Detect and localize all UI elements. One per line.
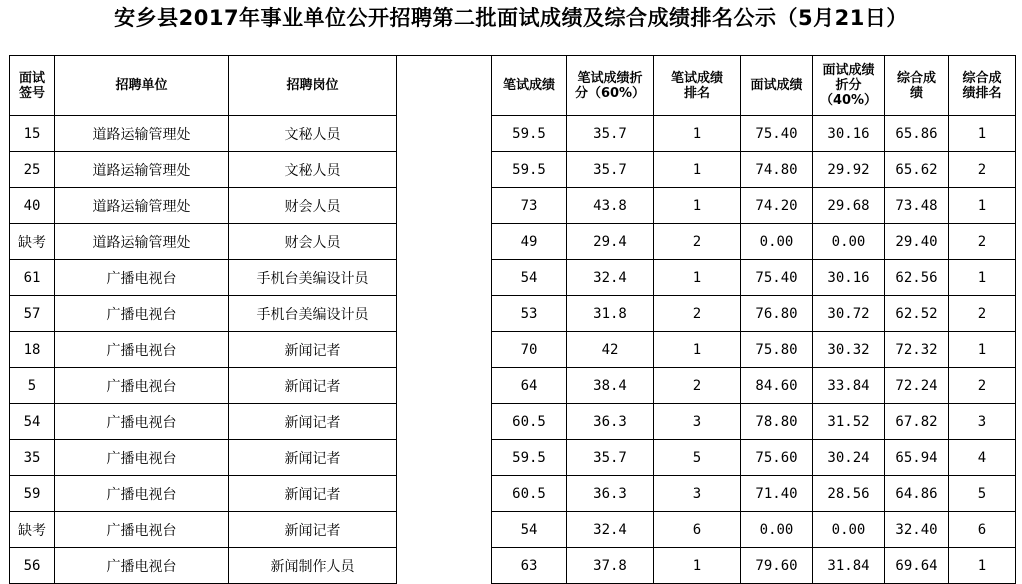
cell-position: 手机台美编设计员 — [229, 260, 397, 296]
cell-total: 65.86 — [885, 116, 949, 152]
cell-interview-conv: 0.00 — [813, 224, 885, 260]
cell-interview: 79.60 — [741, 548, 813, 584]
table-row — [10, 476, 1016, 512]
column-gap — [397, 548, 492, 584]
cell-seat: 缺考 — [10, 512, 55, 548]
cell-seat: 5 — [10, 368, 55, 404]
cell-written: 63 — [492, 548, 567, 584]
cell-total: 62.56 — [885, 260, 949, 296]
cell-seat: 54 — [10, 404, 55, 440]
cell-total: 65.62 — [885, 152, 949, 188]
cell-interview: 0.00 — [741, 224, 813, 260]
cell-seat: 57 — [10, 296, 55, 332]
cell-total: 62.52 — [885, 296, 949, 332]
cell-interview-conv: 31.52 — [813, 404, 885, 440]
cell-interview-conv: 33.84 — [813, 368, 885, 404]
cell-total-rank: 1 — [949, 188, 1016, 224]
cell-written-rank: 1 — [654, 548, 741, 584]
cell-written-conv: 42 — [567, 332, 654, 368]
cell-interview: 84.60 — [741, 368, 813, 404]
table-row — [10, 224, 1016, 260]
cell-written-conv: 36.3 — [567, 404, 654, 440]
cell-written: 59.5 — [492, 116, 567, 152]
cell-written-rank: 3 — [654, 476, 741, 512]
cell-unit: 广播电视台 — [55, 296, 229, 332]
table-row — [10, 440, 1016, 476]
cell-written-conv: 37.8 — [567, 548, 654, 584]
column-gap — [397, 152, 492, 188]
cell-position: 新闻记者 — [229, 440, 397, 476]
cell-position: 新闻记者 — [229, 404, 397, 440]
cell-position: 文秘人员 — [229, 116, 397, 152]
cell-written: 60.5 — [492, 404, 567, 440]
cell-written: 59.5 — [492, 152, 567, 188]
table-row — [10, 296, 1016, 332]
header-interview: 面试成绩 — [741, 56, 813, 116]
cell-total: 64.86 — [885, 476, 949, 512]
table-row — [10, 332, 1016, 368]
cell-total-rank: 1 — [949, 260, 1016, 296]
cell-interview: 0.00 — [741, 512, 813, 548]
cell-position: 新闻记者 — [229, 332, 397, 368]
cell-written-rank: 3 — [654, 404, 741, 440]
column-gap — [397, 56, 492, 116]
cell-unit: 广播电视台 — [55, 368, 229, 404]
header-written: 笔试成绩 — [492, 56, 567, 116]
table-row — [10, 260, 1016, 296]
header-total-rank: 综合成绩排名 — [949, 56, 1016, 116]
cell-written-conv: 32.4 — [567, 260, 654, 296]
cell-interview: 76.80 — [741, 296, 813, 332]
cell-total-rank: 2 — [949, 296, 1016, 332]
cell-total-rank: 1 — [949, 116, 1016, 152]
cell-unit: 广播电视台 — [55, 440, 229, 476]
cell-written-rank: 1 — [654, 116, 741, 152]
cell-unit: 广播电视台 — [55, 548, 229, 584]
cell-written: 59.5 — [492, 440, 567, 476]
cell-total: 72.24 — [885, 368, 949, 404]
cell-unit: 广播电视台 — [55, 476, 229, 512]
cell-unit: 广播电视台 — [55, 260, 229, 296]
cell-interview-conv: 31.84 — [813, 548, 885, 584]
cell-interview: 71.40 — [741, 476, 813, 512]
header-interview-conv: 面试成绩折分（40%） — [813, 56, 885, 116]
cell-interview: 74.20 — [741, 188, 813, 224]
cell-written-rank: 2 — [654, 368, 741, 404]
column-gap — [397, 440, 492, 476]
cell-written-conv: 31.8 — [567, 296, 654, 332]
cell-written-conv: 35.7 — [567, 440, 654, 476]
cell-total-rank: 1 — [949, 332, 1016, 368]
cell-interview: 75.60 — [741, 440, 813, 476]
cell-written-rank: 5 — [654, 440, 741, 476]
cell-total-rank: 6 — [949, 512, 1016, 548]
page-title: 安乡县2017年事业单位公开招聘第二批面试成绩及综合成绩排名公示（5月21日） — [114, 6, 908, 30]
cell-position: 财会人员 — [229, 188, 397, 224]
cell-written: 54 — [492, 512, 567, 548]
header-position: 招聘岗位 — [229, 56, 397, 116]
cell-written-conv: 35.7 — [567, 152, 654, 188]
table-row — [10, 512, 1016, 548]
cell-seat: 56 — [10, 548, 55, 584]
cell-position: 新闻制作人员 — [229, 548, 397, 584]
column-gap — [397, 476, 492, 512]
cell-position: 新闻记者 — [229, 368, 397, 404]
header-seat: 面试签号 — [10, 56, 55, 116]
cell-written-rank: 1 — [654, 332, 741, 368]
cell-position: 手机台美编设计员 — [229, 296, 397, 332]
table-row — [10, 368, 1016, 404]
cell-written: 64 — [492, 368, 567, 404]
cell-unit: 道路运输管理处 — [55, 224, 229, 260]
column-gap — [397, 260, 492, 296]
cell-unit: 道路运输管理处 — [55, 152, 229, 188]
header-unit: 招聘单位 — [55, 56, 229, 116]
cell-seat: 59 — [10, 476, 55, 512]
cell-interview-conv: 30.24 — [813, 440, 885, 476]
column-gap — [397, 296, 492, 332]
cell-written-conv: 36.3 — [567, 476, 654, 512]
cell-unit: 广播电视台 — [55, 332, 229, 368]
column-gap — [397, 224, 492, 260]
cell-written: 49 — [492, 224, 567, 260]
header-written-conv: 笔试成绩折分（60%） — [567, 56, 654, 116]
header-total: 综合成绩 — [885, 56, 949, 116]
cell-written-rank: 2 — [654, 224, 741, 260]
cell-unit: 道路运输管理处 — [55, 188, 229, 224]
column-gap — [397, 116, 492, 152]
cell-position: 财会人员 — [229, 224, 397, 260]
cell-written: 70 — [492, 332, 567, 368]
cell-written-rank: 1 — [654, 260, 741, 296]
cell-position: 文秘人员 — [229, 152, 397, 188]
cell-total-rank: 3 — [949, 404, 1016, 440]
cell-written-conv: 35.7 — [567, 116, 654, 152]
cell-total-rank: 4 — [949, 440, 1016, 476]
cell-written-conv: 43.8 — [567, 188, 654, 224]
cell-interview: 75.80 — [741, 332, 813, 368]
cell-interview-conv: 0.00 — [813, 512, 885, 548]
cell-interview-conv: 30.16 — [813, 260, 885, 296]
cell-interview-conv: 30.72 — [813, 296, 885, 332]
cell-total-rank: 5 — [949, 476, 1016, 512]
cell-position: 新闻记者 — [229, 512, 397, 548]
cell-written-conv: 32.4 — [567, 512, 654, 548]
cell-total-rank: 2 — [949, 368, 1016, 404]
cell-written-rank: 1 — [654, 152, 741, 188]
cell-written-conv: 29.4 — [567, 224, 654, 260]
column-gap — [397, 404, 492, 440]
header-written-rank: 笔试成绩排名 — [654, 56, 741, 116]
cell-interview-conv: 28.56 — [813, 476, 885, 512]
cell-interview: 75.40 — [741, 116, 813, 152]
cell-unit: 道路运输管理处 — [55, 116, 229, 152]
cell-unit: 广播电视台 — [55, 404, 229, 440]
cell-total-rank: 2 — [949, 152, 1016, 188]
cell-written-conv: 38.4 — [567, 368, 654, 404]
table-row — [10, 188, 1016, 224]
cell-seat: 缺考 — [10, 224, 55, 260]
cell-total-rank: 2 — [949, 224, 1016, 260]
cell-seat: 25 — [10, 152, 55, 188]
header-row — [10, 56, 1016, 116]
cell-interview-conv: 30.32 — [813, 332, 885, 368]
cell-unit: 广播电视台 — [55, 512, 229, 548]
cell-written-rank: 6 — [654, 512, 741, 548]
cell-total: 73.48 — [885, 188, 949, 224]
cell-position: 新闻记者 — [229, 476, 397, 512]
cell-written-rank: 1 — [654, 188, 741, 224]
cell-total: 67.82 — [885, 404, 949, 440]
column-gap — [397, 188, 492, 224]
cell-total: 69.64 — [885, 548, 949, 584]
cell-interview-conv: 29.68 — [813, 188, 885, 224]
cell-interview: 78.80 — [741, 404, 813, 440]
cell-seat: 15 — [10, 116, 55, 152]
cell-written: 60.5 — [492, 476, 567, 512]
column-gap — [397, 332, 492, 368]
cell-seat: 18 — [10, 332, 55, 368]
cell-total: 65.94 — [885, 440, 949, 476]
cell-total: 32.40 — [885, 512, 949, 548]
cell-total: 29.40 — [885, 224, 949, 260]
cell-interview: 75.40 — [741, 260, 813, 296]
cell-seat: 61 — [10, 260, 55, 296]
cell-written: 53 — [492, 296, 567, 332]
cell-interview: 74.80 — [741, 152, 813, 188]
column-gap — [397, 368, 492, 404]
cell-written-rank: 2 — [654, 296, 741, 332]
cell-interview-conv: 30.16 — [813, 116, 885, 152]
cell-written: 54 — [492, 260, 567, 296]
cell-total-rank: 1 — [949, 548, 1016, 584]
table-row — [10, 116, 1016, 152]
results-table — [9, 55, 1016, 584]
cell-seat: 40 — [10, 188, 55, 224]
table-row — [10, 404, 1016, 440]
cell-interview-conv: 29.92 — [813, 152, 885, 188]
cell-total: 72.32 — [885, 332, 949, 368]
table-row — [10, 548, 1016, 584]
cell-seat: 35 — [10, 440, 55, 476]
column-gap — [397, 512, 492, 548]
table-row — [10, 152, 1016, 188]
cell-written: 73 — [492, 188, 567, 224]
